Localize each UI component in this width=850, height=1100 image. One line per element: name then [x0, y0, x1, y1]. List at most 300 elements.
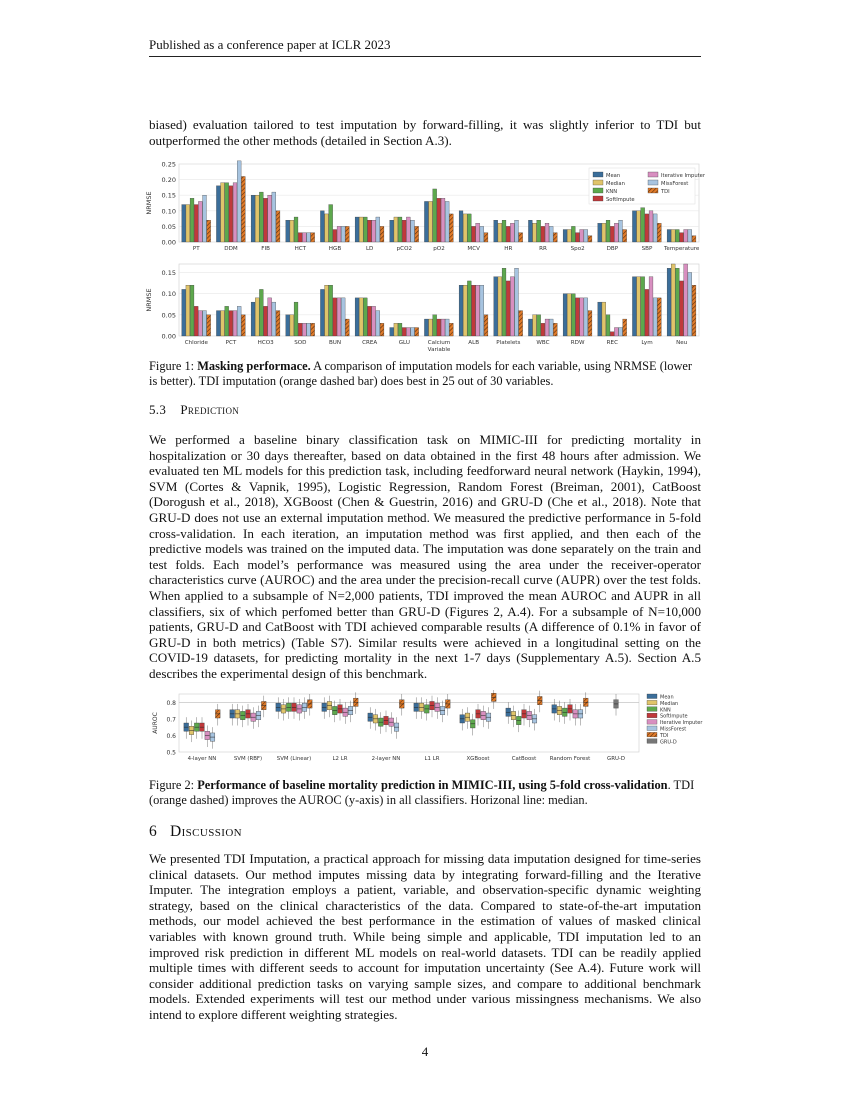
bar: [229, 311, 233, 336]
bar: [216, 311, 220, 336]
bar: [519, 233, 523, 242]
y-tick-label: 0.8: [166, 699, 176, 707]
legend-swatch: [593, 172, 603, 177]
bar: [502, 220, 506, 242]
legend-swatch: [648, 188, 658, 193]
bar: [320, 289, 324, 336]
bar: [653, 214, 657, 242]
x-tick-label: RDW: [570, 340, 585, 346]
bar: [614, 223, 618, 242]
bar: [294, 302, 298, 336]
bar: [657, 298, 661, 336]
bar: [233, 183, 237, 242]
x-tick-label: 2-layer NN: [371, 756, 401, 762]
x-tick-label: FIB: [261, 246, 271, 252]
x-tick-label: 4-layer NN: [187, 756, 217, 762]
x-tick-label: pO2: [433, 246, 445, 252]
bar: [445, 201, 449, 242]
bar: [588, 236, 592, 242]
bar: [372, 220, 376, 242]
y-tick-label: 0.00: [161, 332, 176, 341]
bar: [276, 211, 280, 242]
bar: [194, 205, 198, 242]
bar: [337, 226, 341, 242]
bar: [221, 311, 225, 336]
bar: [337, 298, 341, 336]
bar: [251, 195, 255, 242]
section-number: 5.3: [149, 402, 167, 417]
bar: [203, 311, 207, 336]
x-tick-label: ALB: [468, 340, 480, 346]
bar: [394, 217, 398, 242]
bar: [186, 205, 190, 242]
bar: [402, 220, 406, 242]
bar: [467, 281, 471, 336]
bar: [484, 233, 488, 242]
bar: [610, 226, 614, 242]
y-axis-label: AUROC: [152, 712, 159, 734]
bar: [207, 315, 211, 336]
bar: [553, 233, 557, 242]
bar: [545, 319, 549, 336]
bar: [553, 323, 557, 336]
legend-label: Iterative Imputer: [661, 173, 705, 179]
figure-1-label: Figure 1:: [149, 359, 195, 373]
bar: [302, 233, 306, 242]
bar: [259, 192, 263, 242]
bar: [549, 226, 553, 242]
bar: [692, 285, 696, 336]
legend-label: KNN: [660, 707, 671, 714]
legend-label: Iterative Imputer: [660, 720, 703, 727]
x-tick-label: Chloride: [184, 340, 208, 346]
bar: [606, 315, 610, 336]
bar: [341, 298, 345, 336]
bar: [519, 311, 523, 336]
bar: [394, 323, 398, 336]
bar: [359, 217, 363, 242]
bar: [264, 198, 268, 242]
bar: [433, 315, 437, 336]
bar: [406, 328, 410, 336]
x-tick-label: DDM: [224, 246, 238, 252]
bar: [429, 319, 433, 336]
bar: [272, 302, 276, 336]
bar: [311, 233, 315, 242]
legend-swatch: [647, 720, 657, 725]
bar: [221, 183, 225, 242]
x-tick-label: RR: [539, 246, 547, 252]
x-tick-label: L2 LR: [332, 756, 348, 762]
x-tick-label: SOD: [294, 340, 307, 346]
bar: [684, 264, 688, 336]
bar: [182, 205, 186, 242]
figure-2: [145, 690, 705, 770]
legend-swatch: [647, 694, 657, 699]
bar: [571, 226, 575, 242]
bar: [268, 195, 272, 242]
x-tick-label: HCO3: [257, 340, 274, 346]
bar: [459, 285, 463, 336]
bar: [194, 306, 198, 336]
bar: [190, 198, 194, 242]
x-tick-label: CREA: [362, 340, 378, 346]
header-rule: [149, 56, 701, 57]
bar: [537, 220, 541, 242]
legend-swatch: [647, 726, 657, 731]
bar: [632, 211, 636, 242]
bar: [467, 214, 471, 242]
legend-label: TDI: [661, 189, 670, 195]
legend-swatch: [647, 700, 657, 705]
bar: [472, 285, 476, 336]
x-tick-label: L1 LR: [424, 756, 440, 762]
bar: [198, 201, 202, 242]
figure-2-text: . TDI (orange dashed) improves the AUROC (y-axis) in all classifiers. Horizonal line: median.: [149, 778, 695, 807]
bar: [584, 230, 588, 242]
bar: [515, 220, 519, 242]
legend-label: TDI: [660, 732, 669, 739]
figure-2-label: Figure 2:: [149, 778, 195, 792]
x-tick-label: pCO2: [396, 246, 413, 252]
y-axis-label: NRMSE: [145, 288, 153, 312]
bar: [645, 289, 649, 336]
bar: [610, 332, 614, 336]
x-tick-label: SBP: [641, 246, 653, 252]
legend-label: MissForest: [661, 181, 689, 187]
bar: [216, 186, 220, 242]
bar: [480, 226, 484, 242]
bar: [623, 230, 627, 242]
legend-swatch: [648, 172, 658, 177]
bar: [606, 220, 610, 242]
bar: [272, 192, 276, 242]
legend-swatch: [647, 713, 657, 718]
legend-swatch: [647, 732, 657, 737]
bar: [506, 226, 510, 242]
bar: [649, 211, 653, 242]
bar: [463, 214, 467, 242]
x-tick-label: SVM (Linear): [276, 756, 312, 762]
bar: [325, 214, 329, 242]
bar: [307, 233, 311, 242]
bar: [437, 198, 441, 242]
legend-label: SoftImpute: [660, 713, 688, 720]
bar: [345, 319, 349, 336]
bar: [680, 233, 684, 242]
bar: [225, 306, 229, 336]
x-tick-label: Calcium: [427, 340, 451, 346]
figure-1-caption: [149, 359, 701, 389]
bar: [515, 268, 519, 336]
bar: [528, 319, 532, 336]
bar: [424, 201, 428, 242]
bar: [424, 319, 428, 336]
y-tick-label: 0.10: [161, 290, 176, 299]
bar: [675, 268, 679, 336]
bar: [510, 277, 514, 336]
bar: [398, 217, 402, 242]
figure-1-title: Masking performace.: [197, 359, 311, 373]
x-tick-label: XGBoost: [466, 756, 490, 762]
bar: [307, 323, 311, 336]
y-tick-label: 0.7: [166, 716, 176, 724]
bar: [641, 208, 645, 242]
section-6-heading: [149, 823, 242, 841]
section-5-3-heading: [149, 402, 239, 418]
bar: [355, 217, 359, 242]
bar: [588, 311, 592, 336]
x-tick-label: Platelets: [496, 340, 521, 346]
section-number: 6: [149, 823, 158, 840]
x-tick-label: PCT: [225, 340, 237, 346]
bar: [186, 285, 190, 336]
bar: [476, 285, 480, 336]
bar: [363, 298, 367, 336]
x-tick-label: DBP: [606, 246, 619, 252]
bar: [290, 220, 294, 242]
x-tick-label: HR: [504, 246, 513, 252]
legend-swatch: [648, 180, 658, 185]
x-tick-label: HCT: [294, 246, 307, 252]
y-tick-label: 0.10: [161, 207, 176, 216]
x-tick-label: LD: [365, 246, 374, 252]
legend-label: Median: [606, 181, 625, 187]
y-tick-label: 0.05: [161, 222, 176, 231]
section-title: Prediction: [180, 402, 240, 417]
bar: [441, 198, 445, 242]
x-tick-label: Temperature: [663, 246, 700, 252]
bar: [259, 289, 263, 336]
bar: [653, 298, 657, 336]
bar: [637, 277, 641, 336]
bar: [645, 214, 649, 242]
bar: [510, 223, 514, 242]
legend-label: MissForest: [660, 726, 687, 733]
bar: [237, 161, 241, 242]
bar: [614, 328, 618, 336]
bar: [276, 311, 280, 336]
figure-2-caption: [149, 778, 701, 808]
bar: [341, 226, 345, 242]
masking-performance-chart: [145, 160, 705, 356]
bar: [311, 323, 315, 336]
bar: [675, 230, 679, 242]
bar: [571, 294, 575, 336]
x-tick-label: REC: [606, 340, 618, 346]
bar: [415, 328, 419, 336]
bar: [203, 195, 207, 242]
bar: [241, 176, 245, 242]
bar: [182, 289, 186, 336]
bar: [667, 268, 671, 336]
x-tick-label: HGB: [328, 246, 342, 252]
discussion-paragraph: We presented TDI Imputation, a practical approach for missing data imputation designed for time-series clinical datasets. Our method imputes missing data by integrating forward-filling and the Iterative Imputer. The integration employs a patient, variable, and observation-specific dynamic weighting strategy, based on the clinical characteristics of the data. Compared to state-of-the-art imputation methods, our model achieved the best performance in the estimation of values of masked clinical variables with known ground truth. While being simple and applicable, TDI imputation led to an improved risk prediction in different ML models on real-world datasets. TDI can be readily applied multiple times with different seeds to account for imputation uncertainty (See A.4). Future work will consider additional prediction tasks on varying sample sizes, and compare to additional benchmark models. Extended experiments will test our method under various missingness mechanisms. We also intend to explore different weighting strategies.: [149, 851, 701, 1022]
legend-swatch: [593, 188, 603, 193]
bar: [476, 223, 480, 242]
bar: [225, 183, 229, 242]
bar: [329, 205, 333, 242]
bar: [411, 220, 415, 242]
bar: [480, 285, 484, 336]
bar: [484, 315, 488, 336]
bar: [325, 285, 329, 336]
bar: [472, 226, 476, 242]
bar: [498, 277, 502, 336]
bar: [602, 223, 606, 242]
figure-2-title: Performance of baseline mortality prediction in MIMIC-III, using 5-fold cross-validation: [197, 778, 668, 792]
y-axis-label: NRMSE: [145, 191, 153, 215]
x-axis-label: Variable: [427, 347, 451, 353]
bar: [390, 328, 394, 336]
running-header: Published as a conference paper at ICLR 2023: [149, 37, 391, 52]
bar: [264, 306, 268, 336]
bar: [363, 217, 367, 242]
bar: [241, 315, 245, 336]
bar: [506, 281, 510, 336]
bar: [294, 217, 298, 242]
y-tick-label: 0.00: [161, 238, 176, 247]
x-tick-label: GRU-D: [607, 756, 625, 762]
bar: [671, 264, 675, 336]
bar: [680, 281, 684, 336]
bar: [598, 302, 602, 336]
bar: [429, 201, 433, 242]
x-tick-label: Random Forest: [549, 756, 591, 762]
legend-label: KNN: [606, 189, 618, 195]
x-tick-label: Spo2: [570, 246, 585, 252]
prediction-paragraph: We performed a baseline binary classification task on MIMIC-III for predicting mortality in hospitalization or 30 days thereafter, based on data obtained in the first 48 hours after admission. We evaluated ten ML models for this prediction task, including feedforward neural network (Haykin, 1994), SVM (Cortes & Vapnik, 1995), Logistic Regression, Random Forest (Breiman, 2001), CatBoost (Dorogush et al., 2018), XGBoost (Chen & Guestrin, 2016) and GRU-D (Che et al., 2018). Note that GRU-D does not use an external imputation method. We measured the predictive performance in 5-fold cross-validation. In each iteration, an imputation method was first applied, and then each of the predictive models was trained on the imputed data. The imputation was done separately on the train and test folds. Each model’s performance was measured using the area under the receiver-operator characteristics curve (AUROC) and the area under the precision-recall curve (AUPR) over the test folds. When applied to a subsample of N=2,000 patients, TDI improved the mean AUROC and AUPR in all classifiers, six of which perfomed better than GRU-D (Figures 2, A.4). For a subsample of N=10,000 patients, GRU-D and CatBoost with TDI achieved comparable results (A difference of 0.1% in favor of GRU-D in both metrics) (Table S7). Similar results were achieved in a longitudinal setting on the COVID-19 datasets, for predicting mortality in the next 1-7 days (Supplementary A.5). Section A.5 describes the experimental design of this benchmark.: [149, 432, 701, 681]
bar: [237, 306, 241, 336]
bar: [567, 230, 571, 242]
bar: [498, 223, 502, 242]
bar: [580, 298, 584, 336]
bar: [502, 268, 506, 336]
bar: [684, 230, 688, 242]
bar: [541, 323, 545, 336]
bar: [641, 277, 645, 336]
figure-1: [145, 160, 705, 356]
bar: [233, 311, 237, 336]
bar: [333, 298, 337, 336]
bar: [545, 223, 549, 242]
bar: [198, 311, 202, 336]
bar: [390, 220, 394, 242]
bar: [623, 319, 627, 336]
bar: [632, 277, 636, 336]
bar: [688, 272, 692, 336]
intro-paragraph: biased) evaluation tailored to test imputation by forward-filling, it was slightly inferior to TDI but outperformed the other methods (detailed in Section A.3).: [149, 117, 701, 148]
legend-label: Mean: [606, 173, 621, 179]
x-tick-label: BUN: [328, 340, 342, 346]
bar: [441, 319, 445, 336]
auroc-boxplot-chart: [145, 690, 705, 770]
bar: [619, 220, 623, 242]
bar: [190, 285, 194, 336]
bar: [268, 298, 272, 336]
bar: [688, 230, 692, 242]
x-tick-label: Lym: [641, 340, 653, 346]
bar: [692, 236, 696, 242]
x-tick-label: MCV: [467, 246, 480, 252]
x-tick-label: PT: [192, 246, 200, 252]
bar: [345, 226, 349, 242]
bar: [528, 220, 532, 242]
bar: [671, 230, 675, 242]
legend-label: GRU-D: [660, 739, 677, 746]
bar: [463, 285, 467, 336]
figure-1-text: A comparison of imputation models for each variable, using NRMSE (lower is better). TDI imputation (orange dashed bar) does best in 25 out of 30 variables.: [149, 359, 693, 388]
bar: [402, 328, 406, 336]
legend-label: Mean: [660, 694, 674, 701]
bar: [320, 211, 324, 242]
legend-swatch: [593, 196, 603, 201]
bar: [537, 315, 541, 336]
bar: [355, 298, 359, 336]
bar: [298, 233, 302, 242]
bar: [563, 294, 567, 336]
bar: [533, 315, 537, 336]
bar: [376, 217, 380, 242]
y-tick-label: 0.6: [166, 732, 176, 740]
bar: [449, 323, 453, 336]
x-tick-label: GLU: [398, 340, 410, 346]
page-number: 4: [421, 1044, 429, 1059]
bar: [376, 311, 380, 336]
bar: [667, 230, 671, 242]
bar: [286, 220, 290, 242]
legend-label: SoftImpute: [606, 197, 635, 203]
bar: [602, 302, 606, 336]
bar: [619, 328, 623, 336]
bar: [415, 226, 419, 242]
bar: [255, 298, 259, 336]
bar: [567, 294, 571, 336]
bar: [380, 323, 384, 336]
y-tick-label: 0.15: [161, 268, 176, 277]
bar: [494, 277, 498, 336]
bar: [329, 285, 333, 336]
bar: [576, 233, 580, 242]
bar: [494, 220, 498, 242]
legend-swatch: [647, 739, 657, 744]
bar: [359, 298, 363, 336]
bar: [286, 315, 290, 336]
bar: [298, 323, 302, 336]
legend-swatch: [593, 180, 603, 185]
legend-swatch: [647, 707, 657, 712]
bar: [598, 223, 602, 242]
bar: [368, 220, 372, 242]
section-title: Discussion: [169, 823, 243, 840]
bar: [584, 298, 588, 336]
x-tick-label: WBC: [536, 340, 550, 346]
y-tick-label: 0.5: [166, 749, 176, 757]
bar: [229, 186, 233, 242]
bar: [302, 323, 306, 336]
bar: [445, 319, 449, 336]
bar: [255, 195, 259, 242]
bar: [649, 277, 653, 336]
x-tick-label: Neu: [676, 340, 688, 346]
bar: [437, 319, 441, 336]
bar: [207, 220, 211, 242]
bar: [459, 211, 463, 242]
bar: [368, 306, 372, 336]
y-tick-label: 0.20: [161, 176, 176, 185]
bar: [549, 319, 553, 336]
bar: [449, 214, 453, 242]
